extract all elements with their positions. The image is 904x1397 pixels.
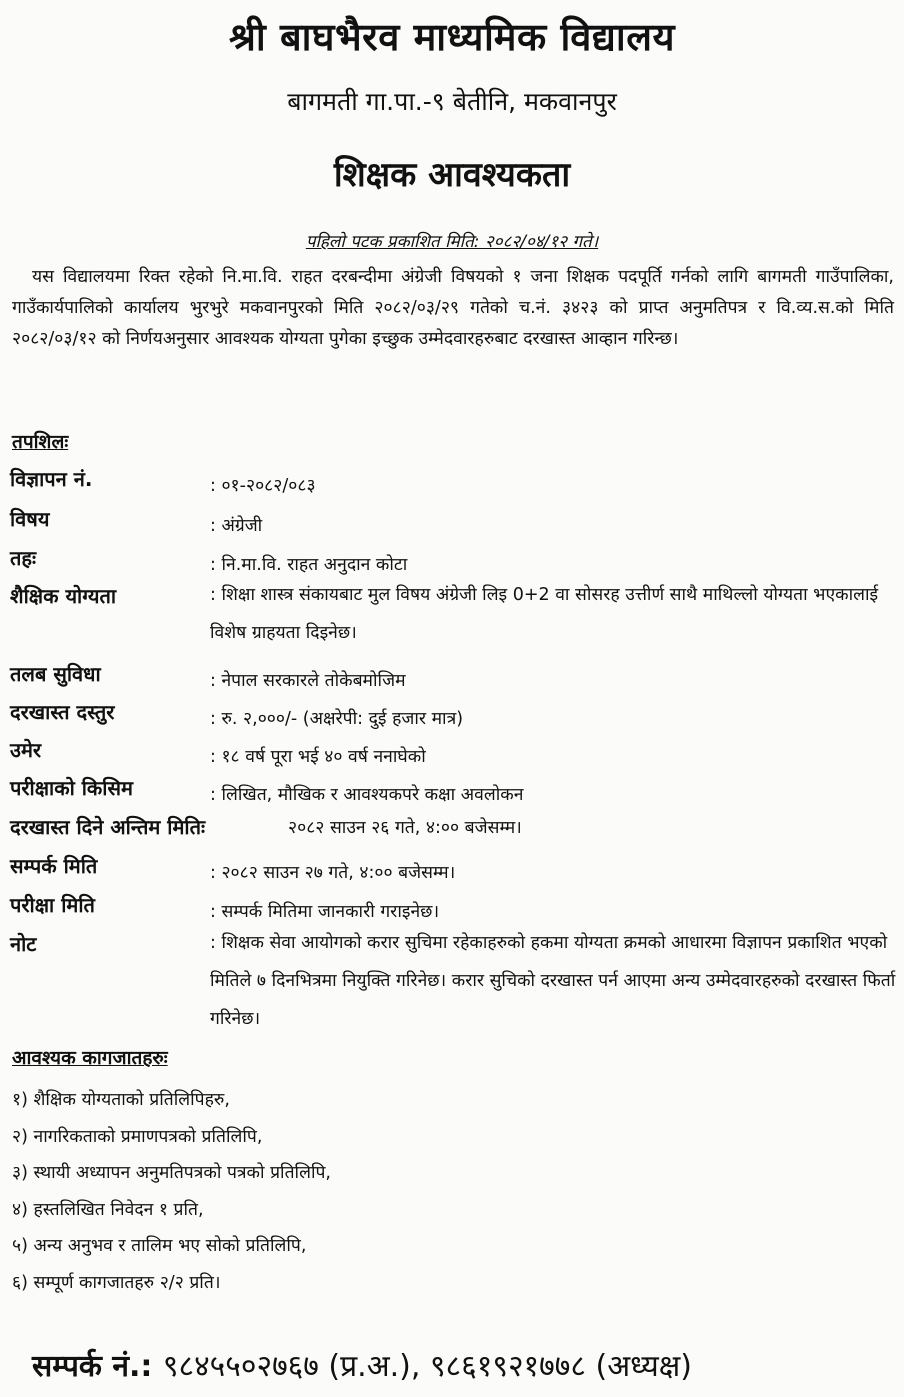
detail-label: सम्पर्क मिति: [10, 854, 98, 878]
list-item: ४) हस्तलिखित निवेदन १ प्रति,: [12, 1199, 204, 1220]
contact-numbers: ९८४५५०२७६७ (प्र.अ.), ९८६१९२१७७८ (अध्यक्ष): [162, 1349, 693, 1384]
detail-value: : लिखित, मौखिक र आवश्यकपरे कक्षा अवलोकन: [210, 785, 524, 805]
detail-value: : ०१-२०८२/०८३: [210, 476, 316, 496]
detail-label: विज्ञापन नं.: [10, 467, 93, 491]
list-item: ५) अन्य अनुभव र तालिम भए सोको प्रतिलिपि,: [12, 1236, 307, 1256]
detail-label: शैक्षिक योग्यता: [10, 584, 117, 608]
detail-value: : नि.मा.वि. राहत अनुदान कोटा: [210, 555, 408, 575]
detail-label: दरखास्त दिने अन्तिम मितिः: [10, 815, 206, 839]
notice-heading: शिक्षक आवश्यकता: [333, 155, 571, 195]
published-date-text: पहिलो पटक प्रकाशित मिति: २०८२/०४/१२ गते।: [305, 232, 599, 252]
detail-value: : शिक्षक सेवा आयोगको करार सुचिमा रहेकाहरुको हकमा योग्यता क्रमको आधारमा विज्ञापन प्रकाशित भएको मितिले ७ दिनभित्रमा नियुक्ति गरिनेछ। करार सुचिको दरखास्त पर्न आएमा अन्य उम्मेदवारहरुको दरखास्त फिर्ता गरिनेछ।: [210, 933, 896, 1029]
detail-value: २०८२ साउन २६ गते, ४:०० बजेसम्म।: [288, 818, 522, 838]
detail-value: : १८ वर्ष पूरा भई ४० वर्ष ननाघेको: [210, 747, 426, 767]
details-title: तपशिलः: [12, 431, 69, 453]
detail-label: दरखास्त दस्तुर: [10, 700, 115, 724]
detail-value: : सम्पर्क मितिमा जानकारी गराइनेछ।: [210, 902, 440, 922]
published-date-line: [0, 229, 904, 252]
contact-line: [32, 1344, 692, 1385]
detail-value: : रु. २,०००/- (अक्षरेपी: दुई हजार मात्र): [210, 709, 464, 729]
detail-label: परीक्षाको किसिम: [10, 776, 133, 800]
list-item: ६) सम्पूर्ण कागजातहरु २/२ प्रति।: [12, 1272, 221, 1293]
detail-value: : नेपाल सरकारले तोकेबमोजिम: [210, 671, 406, 691]
list-item: २) नागरिकताको प्रमाणपत्रको प्रतिलिपि,: [12, 1126, 263, 1147]
documents-title: आवश्यक कागजातहरुः: [12, 1047, 168, 1069]
detail-value: : २०८२ साउन २७ गते, ४:०० बजेसम्म।: [210, 863, 456, 883]
detail-label: विषय: [10, 507, 50, 531]
documents-list: [12, 1082, 892, 1301]
list-item: १) शैक्षिक योग्यताको प्रतिलिपिहरु,: [12, 1090, 230, 1110]
detail-value: : शिक्षा शास्त्र संकायबाट मुल विषय अंग्रेजी लिइ 0+2 वा सोसरह उत्तीर्ण साथै माथिल्लो योग्यता भएकालाई विशेष ग्राहयता दिइनेछ।: [210, 585, 879, 643]
detail-label: तलब सुविधा: [10, 662, 101, 686]
intro-paragraph: यस विद्यालयमा रिक्त रहेको नि.मा.वि. राहत दरबन्दीमा अंग्रेजी विषयको १ जना शिक्षक पदपूर्ति गर्नको लागि बागमती गाउँपालिका, गाउँकार्यपालिको कार्यालय भुरभुरे मकवानपुरको मिति २०८२/०३/२९ गतेको च.नं. ३४२३ को प्राप्त अनुमतिपत्र र वि.व्य.स.को मिति २०८२/०३/१२ को निर्णयअनुसार आवश्यक योग्यता पुगेका इच्छुक उम्मेदवारहरुबाट दरखास्त आव्हान गरिन्छ।: [12, 267, 894, 349]
detail-label: परीक्षा मिति: [10, 893, 95, 917]
school-name: श्री बाघभैरव माध्यमिक विद्यालय: [228, 15, 676, 59]
detail-value: : अंग्रेजी: [210, 516, 263, 536]
detail-label: उमेर: [10, 738, 42, 762]
detail-label: तहः: [10, 546, 37, 570]
detail-label: नोट: [10, 932, 37, 956]
contact-label: सम्पर्क नं.:: [32, 1349, 153, 1384]
list-item: ३) स्थायी अध्यापन अनुमतिपत्रको पत्रको प्रतिलिपि,: [12, 1163, 331, 1183]
school-address: बागमती गा.पा.-९ बेतीनि, मकवानपुर: [287, 87, 617, 116]
